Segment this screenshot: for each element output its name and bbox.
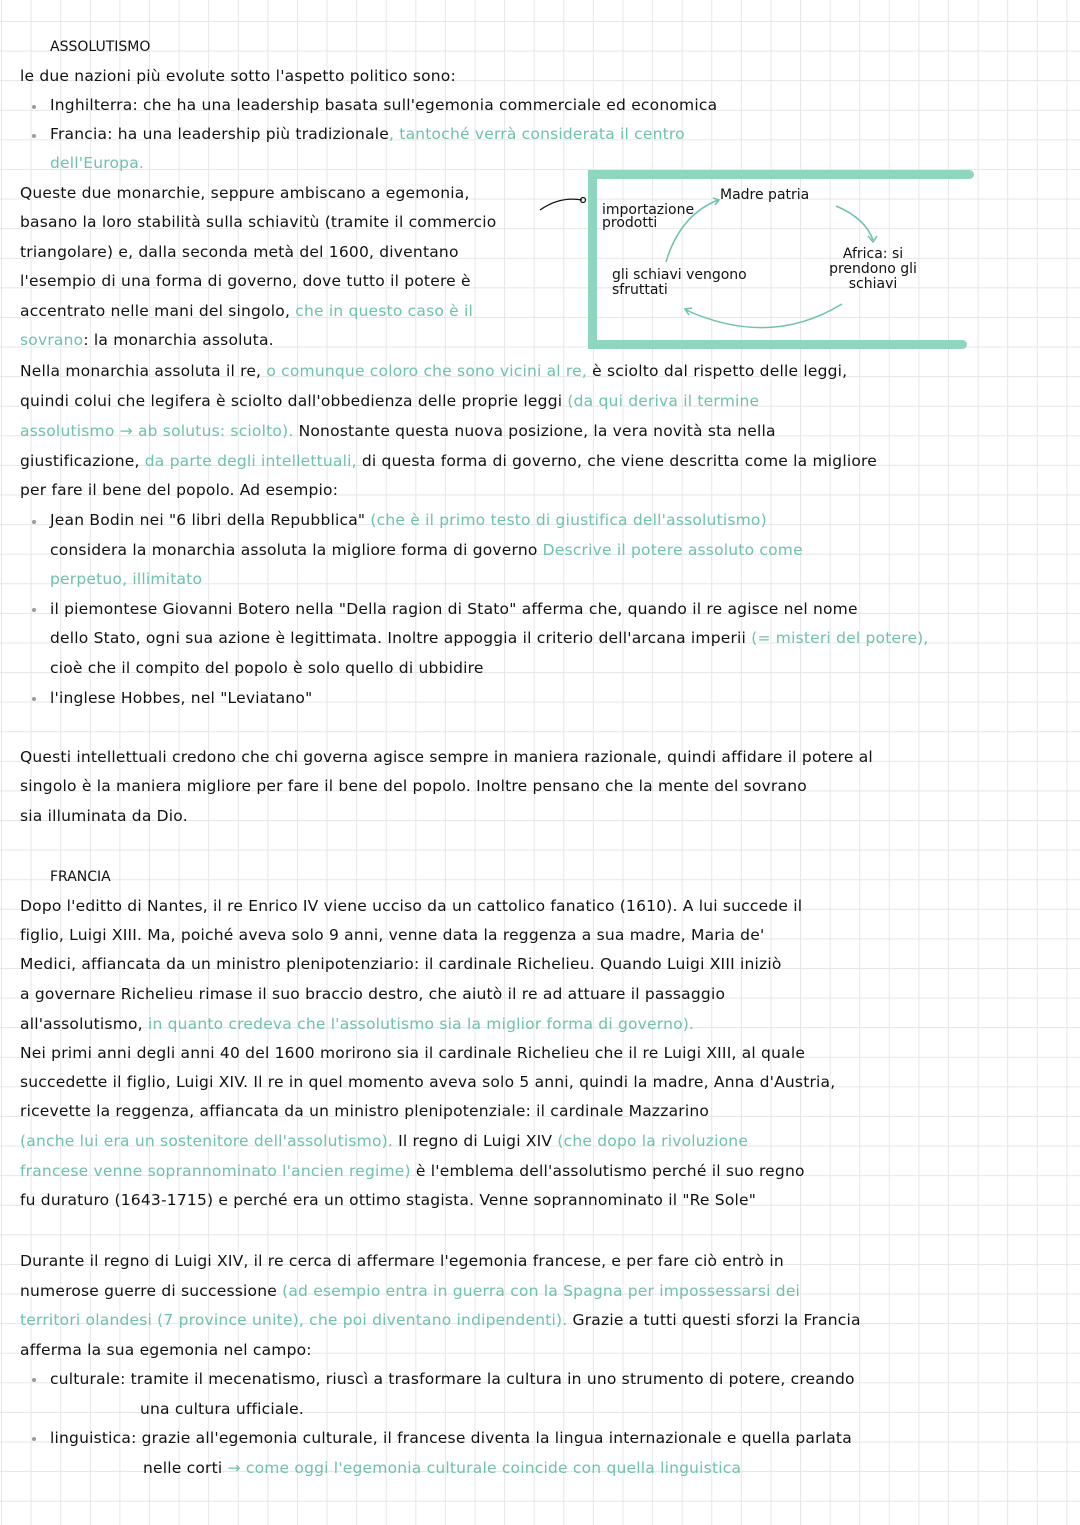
para-francia1-l3: Medici, affiancata da un ministro plenipotenziario: il cardinale Richelieu. Quando Luigi XIII iniziò xyxy=(20,955,782,973)
intro-text: le due nazioni più evolute sotto l'aspetto politico sono: xyxy=(20,67,456,85)
bullet-icon xyxy=(32,520,36,524)
text-span: nelle corti xyxy=(143,1459,223,1477)
bullet-linguistica-l1: linguistica: grazie all'egemonia culturale, il francese diventa la lingua internazionale e quella parlata xyxy=(50,1429,852,1447)
text-span: Jean Bodin nei "6 libri della Repubblica" xyxy=(50,511,366,529)
para-assoluta-l4 xyxy=(20,451,877,471)
node-africa: Africa: si prendono gli schiavi xyxy=(829,246,917,292)
bullet-inghilterra: Inghilterra: che ha una leadership basata sull'egemonia commerciale ed economica xyxy=(50,96,718,114)
bullet-francia-note-cont: dell'Europa. xyxy=(50,154,145,172)
para-assoluta-l1 xyxy=(20,361,847,381)
accent-span: in quanto credeva che l'assolutismo sia la miglior forma di governo). xyxy=(142,1015,695,1033)
bullet-culturale-l2: una cultura ufficiale. xyxy=(140,1400,304,1418)
accent-span: da parte degli intellettuali, xyxy=(139,452,357,470)
bullet-francia-note: , tantoché verrà considerata il centro xyxy=(389,125,685,143)
accent-span: → come oggi l'egemonia culturale coincide con quella linguistica xyxy=(222,1459,742,1477)
text-span: Il regno di Luigi XIV xyxy=(393,1132,553,1150)
bullet-francia-text: Francia: ha una leadership più tradizionale xyxy=(50,125,390,143)
para-francia2-l1: Nei primi anni degli anni 40 del 1600 morirono sia il cardinale Richelieu che il re Luigi XIII, al quale xyxy=(20,1044,806,1062)
para-francia1-l5 xyxy=(20,1014,694,1034)
para-intellettuali-l1: Questi intellettuali credono che chi governa agisce sempre in maniera razionale, quindi affidare il potere al xyxy=(20,748,873,766)
para-monarchie-l3: triangolare) e, dalla seconda metà del 1600, diventano xyxy=(20,243,459,261)
text-span: considera la monarchia assoluta la migliore forma di governo xyxy=(50,541,538,559)
arrow-icon xyxy=(836,206,873,240)
bullet-linguistica-l2 xyxy=(143,1458,741,1478)
bullet-bodin-l3: perpetuo, illimitato xyxy=(50,570,203,588)
bullet-botero-l3: cioè che il compito del popolo è solo quello di ubbidire xyxy=(50,659,484,677)
text-span: : la monarchia assoluta. xyxy=(83,331,274,349)
accent-span: che in questo caso è il xyxy=(290,302,474,320)
diagram-frame-left xyxy=(588,170,597,349)
para-francia2-l2: succedette il figlio, Luigi XIV. Il re in quel momento aveva solo 5 anni, quindi la madre, Anna d'Austria, xyxy=(20,1073,836,1091)
accent-span: sovrano xyxy=(20,331,84,349)
bullet-botero-l2 xyxy=(50,628,929,648)
para-francia2-l3: ricevette la reggenza, affiancata da un ministro plenipotenziale: il cardinale Mazzarino xyxy=(20,1102,710,1120)
bullet-icon xyxy=(32,1378,36,1382)
text-span: dello Stato, ogni sua azione è legittimata. Inoltre appoggia il criterio dell'arcana imperii xyxy=(50,629,747,647)
diagram-frame-bottom xyxy=(588,340,967,349)
text-span: giustificazione, xyxy=(20,452,140,470)
bullet-bodin-l2 xyxy=(50,540,803,560)
text-span: numerose guerre di successione xyxy=(20,1282,277,1300)
para-francia3-l4: afferma la sua egemonia nel campo: xyxy=(20,1341,312,1359)
accent-span: (da qui deriva il termine xyxy=(562,392,760,410)
para-assoluta-l5: per fare il bene del popolo. Ad esempio: xyxy=(20,481,339,499)
bullet-icon xyxy=(32,134,36,138)
text-span: all'assolutismo, xyxy=(20,1015,143,1033)
para-francia2-l5 xyxy=(20,1161,805,1181)
diagram-frame-top xyxy=(588,170,974,179)
edge-label-importazione: importazione prodotti xyxy=(602,202,695,231)
text-span: accentrato nelle mani del singolo, xyxy=(20,302,291,320)
text-span: quindi colui che legifera è sciolto dall'obbedienza delle proprie leggi xyxy=(20,392,563,410)
node-madre-patria: Madre patria xyxy=(720,187,810,203)
section-title-assolutismo: ASSOLUTISMO xyxy=(50,39,151,55)
para-francia2-l4 xyxy=(20,1131,748,1151)
arrow-icon xyxy=(540,199,582,210)
bullet-icon xyxy=(32,1437,36,1441)
accent-span: assolutismo → ab solutus: sciolto). xyxy=(20,422,294,440)
accent-span: (= misteri del potere), xyxy=(746,629,929,647)
text-span: Nonostante questa nuova posizione, la vera novità sta nella xyxy=(293,422,776,440)
text-span: di questa forma di governo, che viene descritta come la migliore xyxy=(356,452,877,470)
bullet-icon xyxy=(32,105,36,109)
accent-span: (anche lui era un sostenitore dell'assolutismo). xyxy=(20,1132,394,1150)
para-assoluta-l3 xyxy=(20,421,776,441)
bullet-francia xyxy=(50,124,685,144)
bullet-botero-l1: il piemontese Giovanni Botero nella "Della ragion di Stato" afferma che, quando il re agisce nel nome xyxy=(50,600,858,618)
bullet-icon xyxy=(32,697,36,701)
accent-span: francese venne soprannominato l'ancien regime) xyxy=(20,1162,411,1180)
para-monarchie-l1: Queste due monarchie, seppure ambiscano a egemonia, xyxy=(20,184,470,202)
node-schiavi-sfruttati: gli schiavi vengono sfruttati xyxy=(612,267,747,298)
accent-span: Descrive il potere assoluto come xyxy=(537,541,803,559)
para-francia1-l1: Dopo l'editto di Nantes, il re Enrico IV viene ucciso da un cattolico fanatico (1610). A lui succede il xyxy=(20,897,803,915)
accent-span: o comunque coloro che sono vicini al re, xyxy=(261,362,588,380)
para-intellettuali-l2: singolo è la maniera migliore per fare il bene del popolo. Inoltre pensano che la mente del sovrano xyxy=(20,777,807,795)
para-monarchie-l6 xyxy=(20,330,274,350)
accent-span: (che dopo la rivoluzione xyxy=(552,1132,749,1150)
bullet-bodin-l1 xyxy=(50,510,767,530)
text-span: è l'emblema dell'assolutismo perché il suo regno xyxy=(410,1162,805,1180)
para-monarchie-l2: basano la loro stabilità sulla schiavitù (tramite il commercio xyxy=(20,213,497,231)
para-monarchie-l4: l'esempio di una forma di governo, dove tutto il potere è xyxy=(20,272,471,290)
accent-span: (ad esempio entra in guerra con la Spagna per impossessarsi dei xyxy=(276,1282,801,1300)
para-monarchie-l5 xyxy=(20,301,473,321)
accent-span: territori olandesi (7 province unite), che poi diventano indipendenti). xyxy=(20,1311,568,1329)
bullet-icon xyxy=(32,608,36,612)
para-francia3-l3 xyxy=(20,1310,861,1330)
text-span: Nella monarchia assoluta il re, xyxy=(20,362,262,380)
para-francia1-l2: figlio, Luigi XIII. Ma, poiché aveva solo 9 anni, venne data la reggenza a sua madre, Maria de' xyxy=(20,926,765,944)
para-francia3-l1: Durante il regno di Luigi XIV, il re cerca di affermare l'egemonia francese, e per fare ciò entrò in xyxy=(20,1252,784,1270)
text-span: Grazie a tutti questi sforzi la Francia xyxy=(567,1311,861,1329)
bullet-culturale-l1: culturale: tramite il mecenatismo, riuscì a trasformare la cultura in uno strumento di potere, creando xyxy=(50,1370,855,1388)
text-span: è sciolto dal rispetto delle leggi, xyxy=(587,362,848,380)
accent-span: (che è il primo testo di giustifica dell'assolutismo) xyxy=(365,511,767,529)
arrow-icon xyxy=(686,304,842,328)
bullet-hobbes: l'inglese Hobbes, nel "Leviatano" xyxy=(50,689,313,707)
para-francia2-l6: fu duraturo (1643-1715) e perché era un ottimo stagista. Venne soprannominato il "Re Sole" xyxy=(20,1191,757,1209)
para-intellettuali-l3: sia illuminata da Dio. xyxy=(20,807,188,825)
section-title-francia: FRANCIA xyxy=(50,869,111,885)
para-assoluta-l2 xyxy=(20,391,759,411)
para-francia1-l4: a governare Richelieu rimase il suo braccio destro, che aiutò il re ad attuare il passaggio xyxy=(20,985,726,1003)
para-francia3-l2 xyxy=(20,1281,800,1301)
